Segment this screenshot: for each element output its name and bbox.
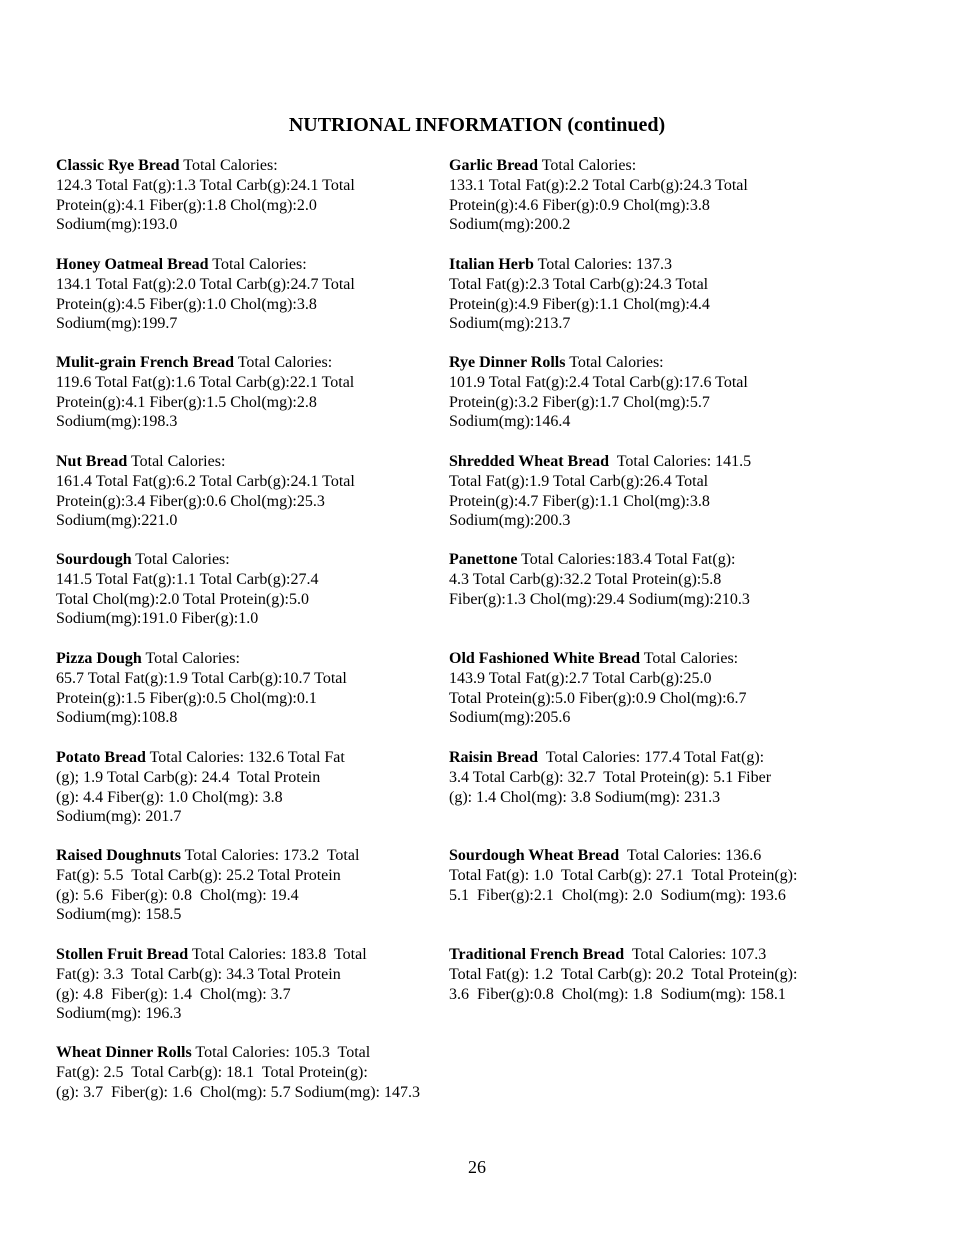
entry-text: Total Fat(g): 1.0 Total Carb(g): 27.1 Total Protein(g): [449, 866, 798, 884]
nutrition-entry-classic-rye-bread [56, 156, 355, 235]
entry-text: (g): 4.8 Fiber(g): 1.4 Chol(mg): 3.7 [56, 985, 291, 1003]
bread-name: Old Fashioned White Bread [449, 650, 640, 667]
bread-name: Shredded Wheat Bread [449, 453, 610, 470]
bread-name: Sourdough Wheat Bread [449, 847, 620, 864]
entry-text: Total Chol(mg):2.0 Total Protein(g):5.0 [56, 590, 309, 608]
nutrition-entry-sourdough [56, 550, 318, 629]
entry-text: Sodium(mg):213.7 [449, 315, 571, 333]
entry-text: Sodium(mg):198.3 [56, 413, 178, 431]
bread-name: Mulit-grain French Bread [56, 354, 235, 371]
entry-text: Sodium(mg): 201.7 [56, 808, 182, 826]
entry-text: Total Calories: [640, 650, 739, 667]
entry-text: 101.9 Total Fat(g):2.4 Total Carb(g):17.6 Total [449, 373, 748, 391]
entry-text: Total Calories: [179, 157, 278, 174]
nutrition-entry-multi-grain-french-bread [56, 353, 354, 432]
entry-text: (g): 5.6 Fiber(g): 0.8 Chol(mg): 19.4 [56, 886, 299, 904]
entry-text: 141.5 Total Fat(g):1.1 Total Carb(g):27.4 [56, 570, 319, 588]
entry-text: Total Calories: 136.6 [619, 847, 762, 864]
entry-text: 65.7 Total Fat(g):1.9 Total Carb(g):10.7 Total [56, 669, 347, 687]
bread-name: Stollen Fruit Bread [56, 946, 189, 963]
entry-text: Sodium(mg):200.3 [449, 512, 571, 530]
entry-text: Sodium(mg):108.8 [56, 709, 178, 727]
entry-text: Protein(g):4.5 Fiber(g):1.0 Chol(mg):3.8 [56, 295, 317, 313]
entry-text: Protein(g):3.2 Fiber(g):1.7 Chol(mg):5.7 [449, 393, 710, 411]
entry-text: Total Calories: [234, 354, 333, 371]
entry-text: Sodium(mg):199.7 [56, 315, 178, 333]
nutrition-entry-shredded-wheat-bread [449, 452, 751, 531]
nutrition-entry-potato-bread [56, 748, 345, 827]
entry-text: (g): 1.4 Chol(mg): 3.8 Sodium(mg): 231.3 [449, 788, 721, 806]
bread-name: Traditional French Bread [449, 946, 625, 963]
entry-text: 143.9 Total Fat(g):2.7 Total Carb(g):25.0 [449, 669, 712, 687]
nutrition-entry-old-fashioned-white-bread [449, 649, 747, 728]
entry-text: Sodium(mg): 158.5 [56, 906, 182, 924]
entry-text: Sodium(mg):193.0 [56, 216, 178, 234]
entry-text: Sodium(mg):191.0 Fiber(g):1.0 [56, 610, 259, 628]
entry-text: Total Calories: [565, 354, 664, 371]
entry-text: Total Calories: 107.3 [624, 946, 767, 963]
entry-text: 161.4 Total Fat(g):6.2 Total Carb(g):24.1 Total [56, 472, 355, 490]
nutrition-entry-rye-dinner-rolls [449, 353, 748, 432]
entry-text: (g): 3.7 Fiber(g): 1.6 Chol(mg): 5.7 Sodium(mg): 147.3 [56, 1083, 420, 1101]
bread-name: Wheat Dinner Rolls [56, 1044, 192, 1061]
entry-text: Total Calories:183.4 Total Fat(g): [517, 551, 736, 568]
bread-name: Honey Oatmeal Bread [56, 256, 209, 273]
nutrition-entry-stollen-fruit-bread [56, 945, 367, 1024]
bread-name: Garlic Bread [449, 157, 539, 174]
entry-text: Protein(g):3.4 Fiber(g):0.6 Chol(mg):25.3 [56, 492, 325, 510]
entry-text: Total Calories: [208, 256, 307, 273]
entry-text: Sodium(mg):221.0 [56, 512, 178, 530]
entry-text: Protein(g):4.1 Fiber(g):1.5 Chol(mg):2.8 [56, 393, 317, 411]
entry-text: 119.6 Total Fat(g):1.6 Total Carb(g):22.1 Total [56, 373, 355, 391]
entry-text: Protein(g):4.1 Fiber(g):1.8 Chol(mg):2.0 [56, 196, 317, 214]
nutrition-entry-pizza-dough [56, 649, 347, 728]
bread-name: Rye Dinner Rolls [449, 354, 566, 371]
entry-text: Protein(g):4.7 Fiber(g):1.1 Chol(mg):3.8 [449, 492, 710, 510]
entry-text: Sodium(mg):205.6 [449, 709, 571, 727]
entry-text: Fiber(g):1.3 Chol(mg):29.4 Sodium(mg):210.3 [449, 590, 750, 608]
entry-text: Fat(g): 2.5 Total Carb(g): 18.1 Total Protein(g): [56, 1063, 368, 1081]
entry-text: (g); 1.9 Total Carb(g): 24.4 Total Protein [56, 768, 321, 786]
entry-text: Total Fat(g):2.3 Total Carb(g):24.3 Total [449, 275, 709, 293]
bread-name: Italian Herb [449, 256, 534, 273]
entry-text: Total Calories: 141.5 [609, 453, 752, 470]
entry-text: Total Calories: 132.6 Total Fat [145, 749, 345, 766]
nutrition-entry-garlic-bread [449, 156, 748, 235]
entry-text: 124.3 Total Fat(g):1.3 Total Carb(g):24.1 Total [56, 176, 355, 194]
bread-name: Potato Bread [56, 749, 146, 766]
bread-name: Nut Bread [56, 453, 128, 470]
bread-name: Sourdough [56, 551, 132, 568]
bread-name: Panettone [449, 551, 518, 568]
entry-text: 134.1 Total Fat(g):2.0 Total Carb(g):24.7 Total [56, 275, 355, 293]
entry-text: Total Calories: [141, 650, 240, 667]
entry-text: 4.3 Total Carb(g):32.2 Total Protein(g):5.8 [449, 570, 722, 588]
entry-text: Total Protein(g):5.0 Fiber(g):0.9 Chol(mg):6.7 [449, 689, 747, 707]
entry-text: Protein(g):4.6 Fiber(g):0.9 Chol(mg):3.8 [449, 196, 710, 214]
entry-text: 5.1 Fiber(g):2.1 Chol(mg): 2.0 Sodium(mg): 193.6 [449, 886, 786, 904]
entry-text: Total Fat(g): 1.2 Total Carb(g): 20.2 Total Protein(g): [449, 965, 798, 983]
bread-name: Classic Rye Bread [56, 157, 180, 174]
entry-text: 3.4 Total Carb(g): 32.7 Total Protein(g): 5.1 Fiber [449, 768, 772, 786]
entry-text: Total Calories: [538, 157, 637, 174]
entry-text: Total Calories: 137.3 [533, 256, 673, 273]
nutrition-entry-nut-bread [56, 452, 355, 531]
entry-text: (g): 4.4 Fiber(g): 1.0 Chol(mg): 3.8 [56, 788, 283, 806]
entry-text: Total Calories: [127, 453, 226, 470]
entry-text: Protein(g):4.9 Fiber(g):1.1 Chol(mg):4.4 [449, 295, 710, 313]
entry-text: Total Calories: 177.4 Total Fat(g): [538, 749, 765, 766]
entry-text: Total Calories: [131, 551, 230, 568]
entry-text: 133.1 Total Fat(g):2.2 Total Carb(g):24.3 Total [449, 176, 748, 194]
entry-text: Total Calories: 105.3 Total [191, 1044, 371, 1061]
nutrition-entry-honey-oatmeal-bread [56, 255, 355, 334]
nutrition-entry-sourdough-wheat-bread [449, 846, 797, 905]
entry-text: Total Calories: 173.2 Total [180, 847, 360, 864]
page-title: NUTRIONAL INFORMATION (continued) [288, 114, 666, 136]
entry-text: Sodium(mg):146.4 [449, 413, 571, 431]
bread-name: Raised Doughnuts [56, 847, 181, 864]
nutrition-entry-raisin-bread [449, 748, 771, 807]
nutrition-entry-traditional-french-bread [449, 945, 797, 1004]
entry-text: Protein(g):1.5 Fiber(g):0.5 Chol(mg):0.1 [56, 689, 317, 707]
entry-text: Total Fat(g):1.9 Total Carb(g):26.4 Total [449, 472, 709, 490]
entry-text: Sodium(mg): 196.3 [56, 1005, 182, 1023]
page-number: 26 [468, 1157, 486, 1177]
bread-name: Raisin Bread [449, 749, 539, 766]
nutrition-entry-wheat-dinner-rolls [56, 1043, 420, 1102]
entry-text: Sodium(mg):200.2 [449, 216, 571, 234]
bread-name: Pizza Dough [56, 650, 142, 667]
entry-text: Total Calories: 183.8 Total [188, 946, 367, 963]
nutrition-entry-raised-doughnuts [56, 846, 359, 925]
entry-text: 3.6 Fiber(g):0.8 Chol(mg): 1.8 Sodium(mg): 158.1 [449, 985, 786, 1003]
entry-text: Fat(g): 5.5 Total Carb(g): 25.2 Total Protein [56, 866, 341, 884]
nutrition-entry-panettone [449, 550, 750, 609]
entry-text: Fat(g): 3.3 Total Carb(g): 34.3 Total Protein [56, 965, 341, 983]
nutrition-entry-italian-herb [449, 255, 710, 334]
